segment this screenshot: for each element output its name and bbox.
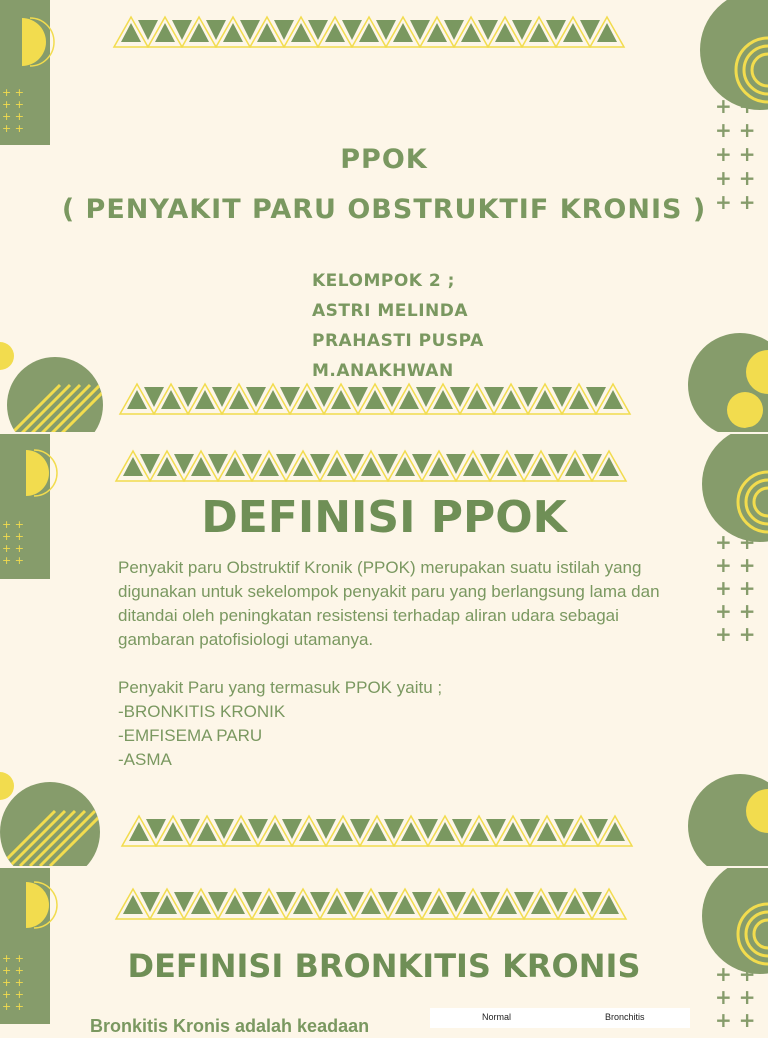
triangle-fill — [552, 387, 572, 407]
list-intro: Penyakit Paru yang termasuk PPOK yaitu ; — [118, 678, 443, 697]
svg-text:+ +: + + — [715, 166, 756, 190]
triangle-fill — [469, 822, 489, 841]
triangle-fill — [480, 454, 500, 474]
svg-text:+ +: + + — [2, 964, 24, 977]
triangle-fill — [333, 822, 353, 841]
svg-text:+ +: + + — [2, 86, 24, 99]
triangle-fill — [350, 819, 370, 839]
triangle-fill — [231, 822, 251, 841]
triangle-fill — [580, 20, 600, 40]
triangle-fill — [174, 892, 194, 912]
triangle-fill — [427, 23, 447, 42]
svg-text:+ +: + + — [2, 988, 24, 1001]
triangle-fill — [308, 20, 328, 40]
svg-text:+ +: + + — [715, 962, 756, 986]
title-line-2: ( PENYAKIT PARU OBSTRUKTIF KRONIS ) — [61, 194, 707, 225]
triangle-fill — [293, 457, 313, 476]
triangle-fill — [435, 822, 455, 841]
triangle-fill — [331, 390, 351, 409]
triangle-fill — [518, 387, 538, 407]
triangle-fill — [599, 457, 619, 476]
svg-text:+ +: + + — [2, 110, 24, 123]
triangle-fill — [501, 390, 521, 409]
triangle-fill — [467, 390, 487, 409]
svg-text:+ +: + + — [715, 118, 756, 142]
triangle-fill — [259, 457, 279, 476]
triangle-fill — [399, 390, 419, 409]
triangle-fill — [418, 819, 438, 839]
triangle-fill — [157, 457, 177, 476]
triangle-fill — [378, 454, 398, 474]
triangle-fill — [140, 892, 160, 912]
triangle-fill — [412, 892, 432, 912]
triangle-fill — [571, 822, 591, 841]
group-label: KELOMPOK 2 ; — [312, 271, 455, 291]
svg-text:+ +: + + — [715, 985, 756, 1009]
triangle-fill — [563, 23, 583, 42]
triangle-fill — [537, 822, 557, 841]
triangle-fill — [484, 387, 504, 407]
svg-text:+ +: + + — [715, 142, 756, 166]
title-line-1: PPOK — [340, 144, 428, 175]
slide-2 — [0, 434, 768, 866]
triangle-fill — [429, 457, 449, 476]
slide-separator — [0, 866, 768, 868]
presentation-title — [0, 140, 768, 230]
member-name: M.ANAKHWAN — [312, 361, 454, 381]
triangle-fill — [348, 387, 368, 407]
column-header: Normal — [482, 1012, 512, 1022]
triangle-fill — [410, 20, 430, 40]
triangle-fill — [225, 457, 245, 476]
triangle-fill — [605, 822, 625, 841]
triangle-fill — [129, 822, 149, 841]
triangle-fill — [497, 457, 517, 476]
slide-3 — [0, 868, 768, 1036]
triangle-fill — [446, 454, 466, 474]
triangle-fill — [554, 819, 574, 839]
triangle-fill — [189, 23, 209, 42]
triangle-fill — [520, 819, 540, 839]
triangle-fill — [535, 390, 555, 409]
triangle-fill — [123, 895, 143, 914]
triangle-fill — [276, 892, 296, 912]
triangle-fill — [461, 23, 481, 42]
triangle-fill — [412, 454, 432, 474]
slide-title: DEFINISI PPOK — [201, 492, 567, 543]
triangle-border-bottom — [120, 381, 660, 417]
triangle-fill — [569, 390, 589, 409]
triangle-fill — [310, 454, 330, 474]
member-name: PRAHASTI PUSPA — [312, 331, 484, 351]
triangle-fill — [344, 892, 364, 912]
svg-text:+ +: + + — [2, 98, 24, 111]
triangle-fill — [548, 892, 568, 912]
triangle-fill — [259, 895, 279, 914]
triangle-fill — [208, 892, 228, 912]
triangle-fill — [327, 895, 347, 914]
svg-text:+ +: + + — [2, 530, 24, 543]
list-item: -EMFISEMA PARU — [118, 726, 263, 745]
triangle-fill — [512, 20, 532, 40]
triangle-fill — [393, 23, 413, 42]
svg-text:+ +: + + — [715, 1008, 756, 1032]
triangle-fill — [495, 23, 515, 42]
member-name: ASTRI MELINDA — [312, 301, 469, 321]
triangle-fill — [446, 892, 466, 912]
triangle-fill — [382, 387, 402, 407]
triangle-fill — [367, 822, 387, 841]
svg-text:+ +: + + — [715, 94, 756, 118]
triangle-fill — [229, 390, 249, 409]
triangle-fill — [280, 387, 300, 407]
triangle-fill — [191, 457, 211, 476]
triangle-fill — [208, 454, 228, 474]
triangle-fill — [597, 23, 617, 42]
triangle-fill — [310, 892, 330, 912]
triangle-fill — [401, 822, 421, 841]
triangle-fill — [223, 23, 243, 42]
triangle-fill — [257, 23, 277, 42]
triangle-fill — [376, 20, 396, 40]
triangle-fill — [452, 819, 472, 839]
slide-1 — [0, 0, 768, 432]
triangle-fill — [361, 895, 381, 914]
triangle-fill — [178, 387, 198, 407]
triangle-fill — [444, 20, 464, 40]
svg-text:+ +: + + — [2, 952, 24, 965]
triangle-fill — [297, 390, 317, 409]
triangle-border-top — [114, 14, 654, 50]
triangle-fill — [212, 387, 232, 407]
triangle-fill — [172, 20, 192, 40]
triangle-fill — [314, 387, 334, 407]
svg-text:+ +: + + — [715, 599, 756, 623]
triangle-fill — [565, 457, 585, 476]
triangle-fill — [276, 454, 296, 474]
triangle-fill — [327, 457, 347, 476]
triangle-fill — [265, 822, 285, 841]
triangle-fill — [588, 819, 608, 839]
triangle-fill — [163, 822, 183, 841]
svg-text:+ +: + + — [2, 518, 24, 531]
triangle-fill — [531, 895, 551, 914]
triangle-fill — [365, 390, 385, 409]
triangle-fill — [546, 20, 566, 40]
triangle-fill — [140, 454, 160, 474]
triangle-fill — [144, 387, 164, 407]
triangle-fill — [429, 895, 449, 914]
triangle-fill — [486, 819, 506, 839]
triangle-fill — [248, 819, 268, 839]
triangle-fill — [240, 20, 260, 40]
svg-text:+ +: + + — [715, 530, 756, 554]
triangle-fill — [395, 457, 415, 476]
triangle-fill — [384, 819, 404, 839]
comparison-image-header — [430, 1008, 690, 1028]
partial-definition: Bronkitis Kronis adalah keadaan — [90, 1016, 370, 1036]
triangle-fill — [214, 819, 234, 839]
triangle-fill — [325, 23, 345, 42]
svg-text:+ +: + + — [2, 554, 24, 567]
triangle-border-bottom — [122, 813, 662, 849]
triangle-fill — [361, 457, 381, 476]
list-item: -BRONKITIS KRONIK — [118, 702, 286, 721]
triangle-fill — [531, 457, 551, 476]
triangle-fill — [242, 454, 262, 474]
triangle-fill — [225, 895, 245, 914]
triangle-fill — [206, 20, 226, 40]
svg-text:+ +: + + — [715, 576, 756, 600]
svg-text:+ +: + + — [2, 1000, 24, 1013]
triangle-fill — [242, 892, 262, 912]
triangle-fill — [565, 895, 585, 914]
triangle-fill — [582, 454, 602, 474]
triangle-fill — [497, 895, 517, 914]
triangle-fill — [514, 892, 534, 912]
triangle-fill — [121, 23, 141, 42]
triangle-fill — [416, 387, 436, 407]
triangle-fill — [514, 454, 534, 474]
triangle-fill — [480, 892, 500, 912]
triangle-fill — [359, 23, 379, 42]
triangle-fill — [582, 892, 602, 912]
triangle-fill — [157, 895, 177, 914]
triangle-fill — [316, 819, 336, 839]
definition-paragraph: Penyakit paru Obstruktif Kronik (PPOK) merupakan suatu istilah yang digunakan untuk sekelompok penyakit paru yang berlangsung lama dan ditandai oleh peningkatan resistensi terhadap aliran udara sebagai gambaran patofisiologi utamanya. — [118, 558, 660, 649]
column-header: Bronchitis — [605, 1012, 645, 1022]
triangle-fill — [282, 819, 302, 839]
triangle-fill — [155, 23, 175, 42]
triangle-fill — [180, 819, 200, 839]
triangle-fill — [123, 457, 143, 476]
triangle-fill — [463, 895, 483, 914]
svg-text:+ +: + + — [2, 122, 24, 135]
triangle-fill — [503, 822, 523, 841]
triangle-fill — [463, 457, 483, 476]
triangle-fill — [246, 387, 266, 407]
triangle-fill — [603, 390, 623, 409]
triangle-fill — [342, 20, 362, 40]
triangle-fill — [263, 390, 283, 409]
definition-text — [118, 556, 678, 772]
triangle-fill — [586, 387, 606, 407]
svg-text:+ +: + + — [2, 542, 24, 555]
triangle-fill — [138, 20, 158, 40]
triangle-fill — [293, 895, 313, 914]
triangle-fill — [378, 892, 398, 912]
triangle-fill — [548, 454, 568, 474]
triangle-fill — [174, 454, 194, 474]
triangle-border-top — [116, 448, 656, 484]
triangle-fill — [299, 822, 319, 841]
slide-separator — [0, 432, 768, 434]
triangle-fill — [478, 20, 498, 40]
triangle-fill — [191, 895, 211, 914]
svg-text:+ +: + + — [2, 976, 24, 989]
triangle-fill — [291, 23, 311, 42]
triangle-fill — [599, 895, 619, 914]
triangle-fill — [127, 390, 147, 409]
triangle-fill — [197, 822, 217, 841]
svg-text:+ +: + + — [715, 190, 756, 214]
svg-text:+ +: + + — [715, 622, 756, 646]
svg-text:+ +: + + — [715, 553, 756, 577]
triangle-fill — [161, 390, 181, 409]
triangle-fill — [433, 390, 453, 409]
triangle-fill — [195, 390, 215, 409]
triangle-border-top — [116, 886, 656, 922]
slide-title: DEFINISI BRONKITIS KRONIS — [127, 947, 641, 985]
triangle-fill — [146, 819, 166, 839]
triangle-fill — [529, 23, 549, 42]
list-item: -ASMA — [118, 750, 172, 769]
triangle-fill — [395, 895, 415, 914]
group-members — [312, 266, 484, 386]
triangle-fill — [344, 454, 364, 474]
triangle-fill — [274, 20, 294, 40]
triangle-fill — [450, 387, 470, 407]
